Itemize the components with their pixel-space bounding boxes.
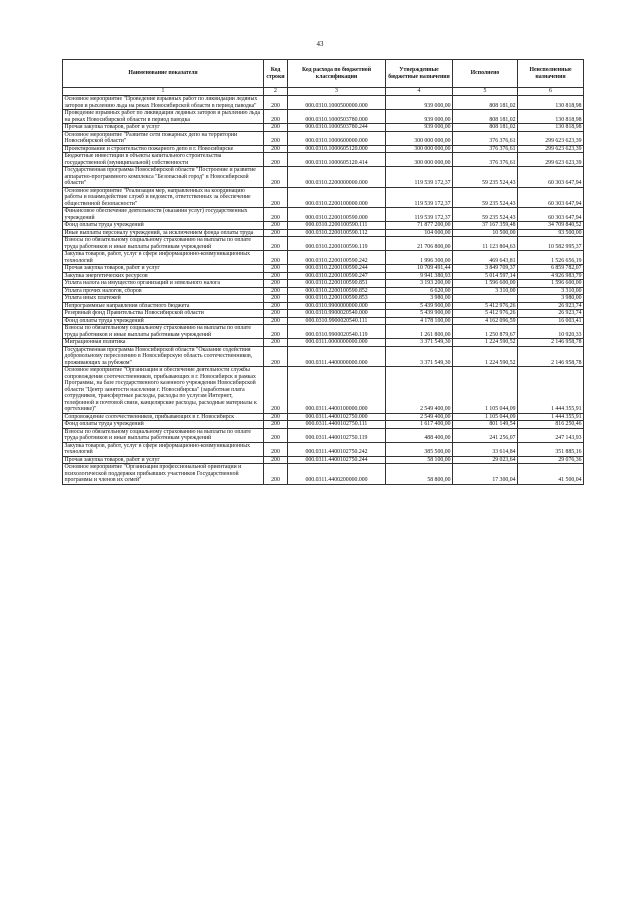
row-unexecuted: 60 303 647,94 (518, 208, 584, 222)
row-executed: 17 300,04 (453, 464, 518, 485)
row-name: Основное мероприятие "Развитие сети пожарных депо на территории Новосибирской области" (63, 131, 264, 145)
row-line-code: 200 (264, 124, 288, 132)
row-executed: 808 181,02 (453, 124, 518, 132)
row-name: Фонд оплаты труда учреждений (63, 222, 264, 230)
row-budget-code: 000.0311.4400102750.119 (288, 428, 386, 442)
row-unexecuted: 93 500,00 (518, 229, 584, 237)
row-unexecuted: 60 303 647,94 (518, 187, 584, 208)
row-name: Основное мероприятие "Организация и обеспечение деятельности службы сопровождения соотечественников, прибывающих в г. Новосибирск в рамках Программы, на базе государственного казенного учреждения Новосибирской области "Центр занятости населения г. Новосибирска" (заработная плата сотрудников, трансфертные расходы, расходы по услугам Интернет, телефонной и почтовой связи, канцелярские расходы, расходные материалы к оргтехнике)" (63, 367, 264, 414)
row-line-code: 200 (264, 339, 288, 347)
row-budget-code: 000.0310.2200100590.244 (288, 265, 386, 273)
row-executed: 241 256,07 (453, 428, 518, 442)
table-row (63, 339, 584, 347)
row-name: Миграционная политика (63, 339, 264, 347)
row-line-code: 200 (264, 110, 288, 124)
row-approved: 104 000,00 (386, 229, 453, 237)
row-name: Иные выплаты персоналу учреждений, за исключением фонда оплаты труда (63, 229, 264, 237)
row-name: Непрограммные направления областного бюджета (63, 302, 264, 310)
row-name: Резервный фонд Правительства Новосибирской области (63, 310, 264, 318)
header-line-code: Код строки (264, 60, 288, 88)
row-line-code: 200 (264, 145, 288, 153)
table-row (63, 280, 584, 288)
row-unexecuted: 299 623 623,39 (518, 145, 584, 153)
table-row (63, 237, 584, 251)
row-approved: 300 000 000,00 (386, 145, 453, 153)
row-budget-code: 000.0310.2200100590.852 (288, 287, 386, 295)
table-row (63, 287, 584, 295)
row-budget-code: 000.0311.4400102750.242 (288, 442, 386, 456)
header-indicator-name: Наименование показателя (63, 60, 264, 88)
row-approved: 3 193 200,00 (386, 280, 453, 288)
row-line-code: 200 (264, 464, 288, 485)
row-name: Бюджетные инвестиции в объекты капитального строительства государственной (муниципальной) собственности (63, 153, 264, 167)
table-row (63, 317, 584, 325)
row-budget-code: 000.0311.4400102750.244 (288, 456, 386, 464)
row-name: Закупка товаров, работ, услуг в сфере информационно-коммуникационных технологий (63, 442, 264, 456)
row-budget-code: 000.0310.9900020540.111 (288, 317, 386, 325)
row-approved: 21 706 800,00 (386, 237, 453, 251)
table-row (63, 187, 584, 208)
table-row (63, 428, 584, 442)
row-line-code: 200 (264, 302, 288, 310)
row-executed: 808 181,02 (453, 96, 518, 110)
row-unexecuted: 34 709 840,52 (518, 222, 584, 230)
row-approved: 58 800,00 (386, 464, 453, 485)
row-approved: 1 996 300,00 (386, 251, 453, 265)
row-line-code: 200 (264, 167, 288, 188)
row-budget-code: 000.0311.4400200000.000 (288, 464, 386, 485)
table-row (63, 325, 584, 339)
row-approved: 5 439 900,00 (386, 302, 453, 310)
row-approved: 385 500,00 (386, 442, 453, 456)
table-row (63, 229, 584, 237)
row-name: Прочая закупка товаров, работ и услуг (63, 456, 264, 464)
row-approved: 488 400,00 (386, 428, 453, 442)
row-name: Закупка товаров, работ, услуг в сфере информационно-коммуникационных технологий (63, 251, 264, 265)
row-approved: 939 000,00 (386, 110, 453, 124)
row-name: Взносы по обязательному социальному страхованию на выплаты по оплате труда работников и иные выплаты работникам учреждений (63, 325, 264, 339)
row-unexecuted: 1 444 355,91 (518, 367, 584, 414)
row-unexecuted: 29 076,36 (518, 456, 584, 464)
row-line-code: 200 (264, 421, 288, 429)
row-approved: 1 261 800,00 (386, 325, 453, 339)
table-row (63, 295, 584, 303)
row-executed: 1 250 879,67 (453, 325, 518, 339)
row-budget-code: 000.0310.2200100590.853 (288, 295, 386, 303)
row-name: Прочая закупка товаров, работ и услуг (63, 265, 264, 273)
row-executed: 4 162 096,59 (453, 317, 518, 325)
header-executed: Исполнено (453, 60, 518, 88)
table-row (63, 464, 584, 485)
row-budget-code: 000.0310.1000605120.414 (288, 153, 386, 167)
row-approved: 10 709 491,44 (386, 265, 453, 273)
row-line-code: 200 (264, 208, 288, 222)
table-row (63, 456, 584, 464)
table-row (63, 272, 584, 280)
row-budget-code: 000.0310.9900020540.119 (288, 325, 386, 339)
row-executed: 1 224 590,52 (453, 339, 518, 347)
row-budget-code: 000.0310.2200100590.247 (288, 272, 386, 280)
table-row (63, 413, 584, 421)
row-unexecuted: 2 146 958,78 (518, 339, 584, 347)
table-row (63, 265, 584, 273)
table-row (63, 167, 584, 188)
row-line-code: 200 (264, 367, 288, 414)
row-unexecuted: 816 250,46 (518, 421, 584, 429)
column-number: 6 (518, 88, 584, 96)
row-executed: 37 167 359,48 (453, 222, 518, 230)
table-body (63, 96, 584, 485)
column-number: 1 (63, 88, 264, 96)
row-unexecuted: 26 923,74 (518, 302, 584, 310)
row-approved: 119 539 172,37 (386, 167, 453, 188)
row-budget-code: 000.0310.1000500000.000 (288, 96, 386, 110)
row-budget-code: 000.0310.2200100590.112 (288, 229, 386, 237)
column-number: 4 (386, 88, 453, 96)
row-name: Взносы по обязательному социальному страхованию на выплаты по оплате труда работников и иные выплаты работникам учреждений (63, 237, 264, 251)
row-budget-code: 000.0310.1000503780.000 (288, 110, 386, 124)
row-approved: 2 549 400,00 (386, 413, 453, 421)
row-budget-code: 000.0310.2200100590.000 (288, 208, 386, 222)
row-executed: 376 376,61 (453, 145, 518, 153)
row-executed: 1 224 590,52 (453, 346, 518, 367)
row-line-code: 200 (264, 310, 288, 318)
header-budget-code: Код расхода по бюджетной классификации (288, 60, 386, 88)
row-unexecuted: 60 303 647,94 (518, 167, 584, 188)
row-unexecuted: 1 596 600,00 (518, 280, 584, 288)
row-line-code: 200 (264, 229, 288, 237)
table-row (63, 367, 584, 414)
row-line-code: 200 (264, 428, 288, 442)
row-unexecuted: 1 526 656,19 (518, 251, 584, 265)
row-budget-code: 000.0310.2200100590.111 (288, 222, 386, 230)
row-approved: 3 980,00 (386, 295, 453, 303)
row-name: Прочая закупка товаров, работ и услуг (63, 124, 264, 132)
row-unexecuted: 299 623 623,39 (518, 153, 584, 167)
row-line-code: 200 (264, 280, 288, 288)
row-executed (453, 295, 518, 303)
row-line-code: 200 (264, 265, 288, 273)
row-budget-code: 000.0310.2200100590.851 (288, 280, 386, 288)
row-name: Государственная программа Новосибирской области "Построение и развитие аппаратно-программного комплекса "Безопасный город" в Новосибирской области" (63, 167, 264, 188)
row-line-code: 200 (264, 413, 288, 421)
row-line-code: 200 (264, 237, 288, 251)
row-name: Уплата прочих налогов, сборов (63, 287, 264, 295)
row-name: Фонд оплаты труда учреждений (63, 317, 264, 325)
row-approved: 300 000 000,00 (386, 153, 453, 167)
row-executed: 1 105 044,09 (453, 413, 518, 421)
row-approved: 4 178 100,00 (386, 317, 453, 325)
row-line-code: 200 (264, 442, 288, 456)
row-name: Основное мероприятие "Проведение взрывных работ по ликвидации ледяных заторов и рыхлению льда на реках Новосибирской области в период паводка" (63, 96, 264, 110)
row-approved: 71 877 200,00 (386, 222, 453, 230)
table-row (63, 346, 584, 367)
table-row (63, 96, 584, 110)
row-name: Сопровождение соотечественников, прибывающих в г. Новосибирск (63, 413, 264, 421)
row-unexecuted: 16 003,41 (518, 317, 584, 325)
row-name: Взносы по обязательному социальному страхованию на выплаты по оплате труда работников и иные выплаты работникам учреждений (63, 428, 264, 442)
row-unexecuted: 247 143,93 (518, 428, 584, 442)
row-unexecuted: 4 926 983,79 (518, 272, 584, 280)
row-line-code: 200 (264, 272, 288, 280)
row-executed: 11 123 804,63 (453, 237, 518, 251)
row-executed: 801 149,54 (453, 421, 518, 429)
table-row (63, 222, 584, 230)
row-executed: 376 376,61 (453, 153, 518, 167)
table-header-row (63, 60, 584, 88)
row-approved: 5 439 900,00 (386, 310, 453, 318)
row-unexecuted: 130 818,98 (518, 96, 584, 110)
row-approved: 119 539 172,37 (386, 187, 453, 208)
page-number: 43 (316, 40, 324, 48)
header-approved: Утвержденные бюджетные назначения (386, 60, 453, 88)
row-budget-code: 000.0310.1000503780.244 (288, 124, 386, 132)
row-unexecuted: 2 146 958,78 (518, 346, 584, 367)
row-name: Проектирование и строительство пожарного депо в г. Новосибирске (63, 145, 264, 153)
row-approved: 939 000,00 (386, 96, 453, 110)
row-approved: 939 000,00 (386, 124, 453, 132)
row-budget-code: 000.0311.0000000000.000 (288, 339, 386, 347)
row-line-code: 200 (264, 251, 288, 265)
row-budget-code: 000.0310.2200000000.000 (288, 167, 386, 188)
row-executed: 29 023,64 (453, 456, 518, 464)
row-approved: 119 539 172,37 (386, 208, 453, 222)
row-approved: 3 371 549,30 (386, 346, 453, 367)
table-row (63, 145, 584, 153)
row-name: Основное мероприятие "Организация профессиональной ориентации и психологической поддержки прибывших участников Государственной программы и членов их семей" (63, 464, 264, 485)
row-budget-code: 000.0311.4400100000.000 (288, 367, 386, 414)
table-row (63, 131, 584, 145)
row-line-code: 200 (264, 317, 288, 325)
row-unexecuted: 26 923,74 (518, 310, 584, 318)
table-row (63, 208, 584, 222)
row-name: Основное мероприятие "Реализация мер, направленных на координацию работы и взаимодействие служб и ведомств, ответственных за обеспечение общественной безопасности" (63, 187, 264, 208)
row-executed: 10 500,00 (453, 229, 518, 237)
row-unexecuted: 10 920,33 (518, 325, 584, 339)
row-approved: 58 100,00 (386, 456, 453, 464)
row-approved: 300 000 000,00 (386, 131, 453, 145)
header-unexecuted: Неисполненные назначения (518, 60, 584, 88)
row-line-code: 200 (264, 153, 288, 167)
row-budget-code: 000.0311.4400000000.000 (288, 346, 386, 367)
row-unexecuted: 351 885,16 (518, 442, 584, 456)
row-unexecuted: 299 623 623,39 (518, 131, 584, 145)
table-row (63, 310, 584, 318)
row-approved: 3 371 549,30 (386, 339, 453, 347)
row-executed: 59 235 524,43 (453, 208, 518, 222)
row-executed: 808 181,02 (453, 110, 518, 124)
table-row (63, 110, 584, 124)
row-budget-code: 000.0311.4400102750.111 (288, 421, 386, 429)
row-budget-code: 000.0310.2200100000.000 (288, 187, 386, 208)
row-unexecuted: 10 582 995,37 (518, 237, 584, 251)
row-approved: 1 617 400,00 (386, 421, 453, 429)
row-line-code: 200 (264, 187, 288, 208)
column-number: 3 (288, 88, 386, 96)
row-name: Финансовое обеспечение деятельности (оказания услуг) государственных учреждений (63, 208, 264, 222)
row-executed: 1 105 044,09 (453, 367, 518, 414)
column-number: 5 (453, 88, 518, 96)
row-executed: 5 412 976,26 (453, 302, 518, 310)
row-line-code: 200 (264, 131, 288, 145)
row-unexecuted: 130 818,98 (518, 124, 584, 132)
row-executed: 3 849 709,37 (453, 265, 518, 273)
row-executed: 33 614,84 (453, 442, 518, 456)
row-budget-code: 000.0310.2200100590.242 (288, 251, 386, 265)
row-budget-code: 000.0310.1000600000.000 (288, 131, 386, 145)
row-line-code: 200 (264, 346, 288, 367)
row-budget-code: 000.0310.1000605120.000 (288, 145, 386, 153)
row-name: Уплата налога на имущество организаций и земельного налога (63, 280, 264, 288)
table-row (63, 124, 584, 132)
row-budget-code: 000.0310.9900020540.000 (288, 310, 386, 318)
row-budget-code: 000.0311.4400102750.000 (288, 413, 386, 421)
row-line-code: 200 (264, 295, 288, 303)
row-executed: 3 310,00 (453, 287, 518, 295)
row-executed: 376 376,61 (453, 131, 518, 145)
row-budget-code: 000.0310.9900000000.000 (288, 302, 386, 310)
row-name: Фонд оплаты труда учреждений (63, 421, 264, 429)
table-row (63, 302, 584, 310)
row-executed: 469 643,81 (453, 251, 518, 265)
row-name: Проведение взрывных работ по ликвидации ледяных заторов и рыхлению льда на реках Новосибирской области в период паводка (63, 110, 264, 124)
row-name: Закупка энергетических ресурсов (63, 272, 264, 280)
row-unexecuted: 3 310,00 (518, 287, 584, 295)
row-name: Уплата иных платежей (63, 295, 264, 303)
row-name: Государственная программа Новосибирской области "Оказание содействия добровольному переселению в Новосибирскую область соотечественников, проживающих за рубежом" (63, 346, 264, 367)
row-approved: 9 941 380,93 (386, 272, 453, 280)
row-line-code: 200 (264, 456, 288, 464)
row-line-code: 200 (264, 325, 288, 339)
budget-execution-table (62, 59, 584, 485)
row-executed: 59 235 524,43 (453, 187, 518, 208)
row-line-code: 200 (264, 222, 288, 230)
row-executed: 5 412 976,26 (453, 310, 518, 318)
row-line-code: 200 (264, 96, 288, 110)
row-budget-code: 000.0310.2200100590.119 (288, 237, 386, 251)
row-unexecuted: 1 444 355,91 (518, 413, 584, 421)
row-approved: 2 549 400,00 (386, 367, 453, 414)
row-approved: 6 620,00 (386, 287, 453, 295)
row-executed: 59 235 524,43 (453, 167, 518, 188)
row-unexecuted: 130 818,98 (518, 110, 584, 124)
table-row (63, 251, 584, 265)
table-row (63, 153, 584, 167)
row-executed: 5 014 597,14 (453, 272, 518, 280)
row-unexecuted: 3 980,00 (518, 295, 584, 303)
row-executed: 1 596 600,00 (453, 280, 518, 288)
column-number-row (63, 88, 584, 96)
row-unexecuted: 41 500,04 (518, 464, 584, 485)
column-number: 2 (264, 88, 288, 96)
row-line-code: 200 (264, 287, 288, 295)
table-row (63, 421, 584, 429)
row-unexecuted: 6 859 782,07 (518, 265, 584, 273)
table-row (63, 442, 584, 456)
